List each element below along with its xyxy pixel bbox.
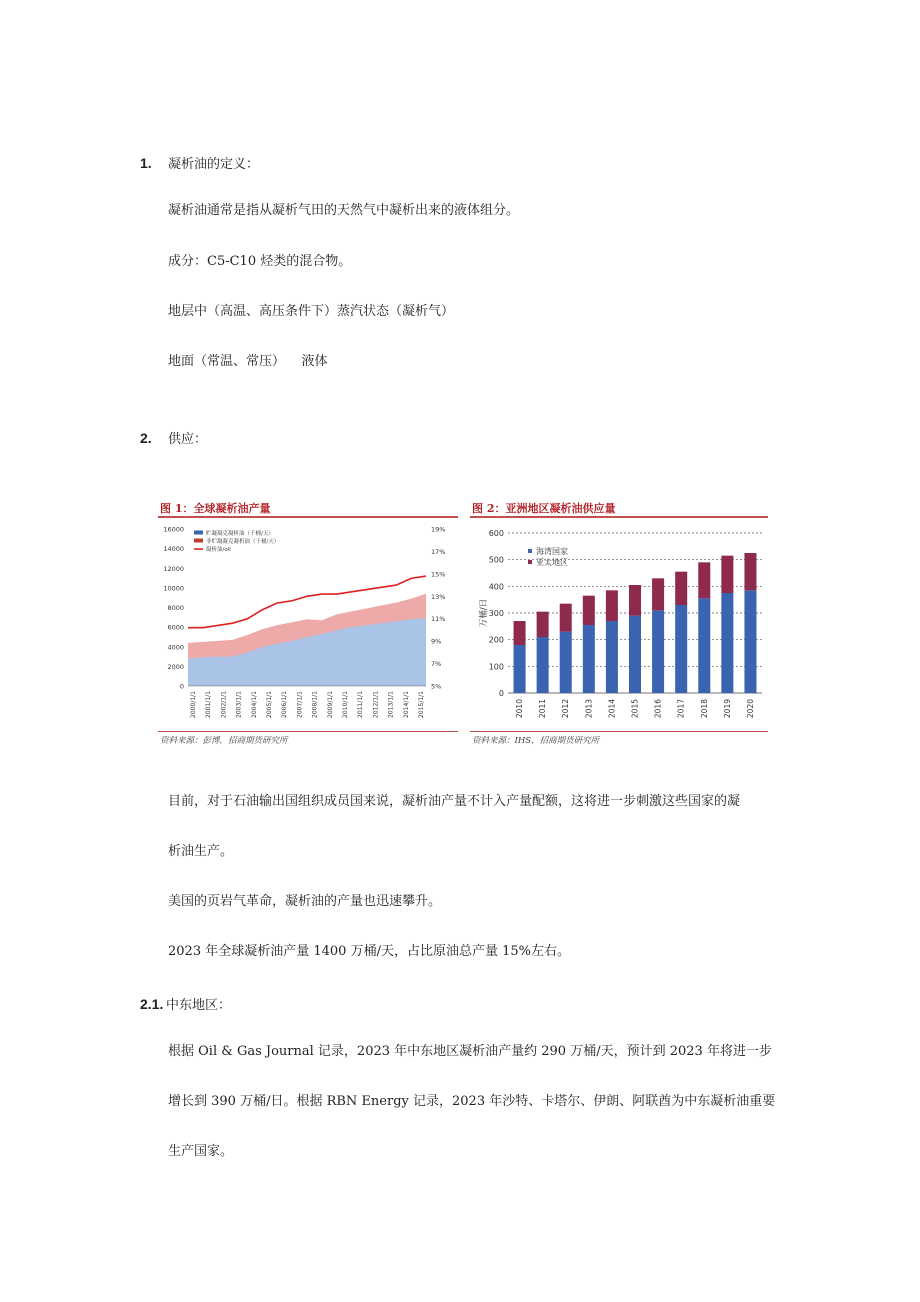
bar-asia-pacific bbox=[629, 585, 641, 616]
bar-gulf-states bbox=[698, 598, 710, 693]
left-y-tick-label: 2000 bbox=[167, 662, 184, 671]
bar-asia-pacific bbox=[652, 578, 664, 610]
opec-paragraph-line-2: 析油生产。 bbox=[168, 844, 234, 859]
bar-asia-pacific bbox=[560, 604, 572, 632]
shale-paragraph: 美国的页岩气革命，凝析油的产量也迅速攀升。 bbox=[168, 894, 442, 909]
figure-2-top-rule bbox=[470, 516, 768, 518]
bar-asia-pacific bbox=[675, 572, 687, 605]
x-tick-label: 2008/1/1 bbox=[311, 691, 319, 718]
figure-1-top-rule bbox=[158, 516, 458, 518]
figure-2-bottom-rule bbox=[470, 731, 768, 732]
figure-2-title: 图 2：亚洲地区凝析油供应量 bbox=[472, 502, 616, 515]
middle-east-paragraph-line-1: 根据 Oil & Gas Journal 记录，2023 年中东地区凝析油产量约 290 万桶/天，预计到 2023 年将进一步 bbox=[168, 1044, 772, 1059]
left-y-tick-label: 14000 bbox=[163, 545, 184, 554]
bar-asia-pacific bbox=[698, 562, 710, 598]
x-tick-label: 2003/1/1 bbox=[235, 691, 243, 718]
bar-gulf-states bbox=[583, 625, 595, 693]
x-tick-label: 2011 bbox=[538, 699, 548, 719]
right-y-tick-label: 11% bbox=[431, 615, 446, 624]
section-number: 1. bbox=[140, 155, 152, 171]
figure-2 bbox=[470, 494, 768, 750]
middle-east-paragraph-line-3: 生产国家。 bbox=[168, 1144, 234, 1159]
y-tick-label: 300 bbox=[488, 609, 504, 618]
underground-state-paragraph: 地层中（高温、高压条件下）蒸汽状态（凝析气） bbox=[168, 304, 455, 319]
bar-asia-pacific bbox=[537, 612, 549, 637]
x-tick-label: 2013 bbox=[584, 699, 594, 719]
y-tick-label: 0 bbox=[498, 689, 504, 698]
x-tick-label: 2009/1/1 bbox=[326, 691, 334, 718]
bar-gulf-states bbox=[537, 637, 549, 693]
x-tick-label: 2002/1/1 bbox=[220, 691, 228, 718]
right-y-tick-label: 19% bbox=[431, 525, 446, 534]
x-tick-label: 2017 bbox=[676, 699, 686, 719]
middle-east-paragraph-line-2: 增长到 390 万桶/日。根据 RBN Energy 记录，2023 年沙特、卡塔尔、伊朗、阿联酋为中东凝析油重要 bbox=[168, 1094, 776, 1109]
x-tick-label: 2007/1/1 bbox=[296, 691, 304, 718]
section-number: 2. bbox=[140, 430, 152, 446]
y-tick-label: 500 bbox=[488, 555, 504, 565]
bar-gulf-states bbox=[744, 590, 756, 693]
x-tick-label: 2005/1/1 bbox=[266, 691, 273, 718]
bar-asia-pacific bbox=[606, 590, 618, 621]
bar-gulf-states bbox=[606, 621, 618, 693]
legend-label: 非贮凝凝克凝析油（千桶/天） bbox=[206, 539, 280, 545]
bar-asia-pacific bbox=[583, 596, 595, 625]
definition-paragraph: 凝析油通常是指从凝析气田的天然气中凝析出来的液体组分。 bbox=[168, 203, 520, 218]
legend-swatch bbox=[528, 549, 532, 553]
section-heading-2-1 bbox=[140, 994, 231, 1013]
bar-gulf-states bbox=[675, 605, 687, 693]
global-output-paragraph: 2023 年全球凝析油产量 1400 万桶/天，占比原油总产量 15%左右。 bbox=[168, 944, 570, 959]
surface-state-paragraph: 地面（常温、常压） 液体 bbox=[168, 354, 328, 369]
right-y-tick-label: 5% bbox=[431, 682, 442, 691]
bar-asia-pacific bbox=[721, 556, 733, 593]
bar-gulf-states bbox=[652, 610, 664, 693]
legend-swatch bbox=[194, 531, 203, 535]
legend-label: 亚太地区 bbox=[536, 558, 568, 567]
left-y-tick-label: 8000 bbox=[167, 604, 184, 612]
left-y-tick-label: 6000 bbox=[167, 623, 184, 632]
section-title: 凝析油的定义： bbox=[168, 157, 260, 172]
x-tick-label: 2000/1/1 bbox=[190, 691, 197, 718]
figure-1 bbox=[158, 494, 458, 750]
left-y-tick-label: 0 bbox=[179, 682, 184, 691]
x-tick-label: 2010 bbox=[515, 699, 525, 719]
right-y-tick-label: 9% bbox=[431, 637, 442, 646]
figure-1-title: 图 1：全球凝析油产量 bbox=[160, 502, 271, 515]
section-number: 2.1. bbox=[140, 996, 164, 1012]
legend-swatch bbox=[194, 539, 203, 543]
bar-gulf-states bbox=[721, 593, 733, 693]
y-tick-label: 200 bbox=[488, 635, 504, 645]
global-condensate-chart bbox=[158, 521, 458, 731]
x-tick-label: 2020 bbox=[745, 699, 755, 719]
y-tick-label: 400 bbox=[488, 582, 504, 592]
x-tick-label: 2001/1/1 bbox=[205, 691, 213, 718]
figure-2-source: 资料来源：IHS，招商期货研究所 bbox=[472, 736, 600, 746]
y-tick-label: 600 bbox=[488, 529, 504, 538]
right-y-tick-label: 15% bbox=[431, 570, 446, 579]
bar-gulf-states bbox=[629, 616, 641, 693]
x-tick-label: 2012 bbox=[561, 699, 571, 719]
opec-paragraph-line-1: 目前，对于石油输出国组织成员国来说，凝析油产量不计入产量配额，这将进一步刺激这些国家的凝 bbox=[168, 794, 741, 809]
x-tick-label: 2015 bbox=[630, 699, 640, 719]
left-y-tick-label: 4000 bbox=[167, 643, 184, 652]
section-title: 供应： bbox=[168, 432, 208, 447]
section-heading-2 bbox=[140, 428, 207, 447]
x-tick-label: 2006/1/1 bbox=[281, 691, 289, 718]
x-tick-label: 2019 bbox=[722, 699, 732, 719]
legend-swatch bbox=[528, 560, 532, 564]
right-y-tick-label: 7% bbox=[431, 660, 442, 669]
bar-asia-pacific bbox=[514, 621, 526, 645]
left-y-tick-label: 16000 bbox=[163, 525, 184, 534]
y-tick-label: 100 bbox=[488, 662, 504, 672]
x-tick-label: 2004/1/1 bbox=[250, 691, 258, 718]
section-title: 中东地区： bbox=[166, 998, 232, 1013]
bar-gulf-states bbox=[514, 645, 526, 693]
x-tick-label: 2012/1/1 bbox=[372, 691, 380, 718]
figure-1-bottom-rule bbox=[158, 731, 458, 732]
x-tick-label: 2014/1/1 bbox=[402, 691, 410, 718]
right-y-tick-label: 17% bbox=[431, 547, 446, 556]
composition-paragraph: 成分：C5-C10 烃类的混合物。 bbox=[168, 254, 352, 269]
figure-1-source: 资料来源：彭博，招商期货研究所 bbox=[160, 736, 288, 746]
x-tick-label: 2013/1/1 bbox=[387, 691, 395, 718]
asia-condensate-chart bbox=[470, 521, 768, 731]
x-tick-label: 2018 bbox=[699, 699, 709, 719]
x-tick-label: 2016 bbox=[653, 699, 663, 719]
x-tick-label: 2014 bbox=[607, 699, 617, 719]
x-tick-label: 2015/1/1 bbox=[418, 691, 425, 718]
legend-label: 海湾国家 bbox=[536, 547, 568, 556]
right-y-tick-label: 13% bbox=[431, 592, 446, 601]
x-tick-label: 2011/1/1 bbox=[357, 691, 365, 718]
y-axis-label: 万桶/日 bbox=[479, 598, 489, 628]
bar-asia-pacific bbox=[744, 553, 756, 590]
left-y-tick-label: 12000 bbox=[163, 564, 184, 573]
legend-label: 凝析油/oil bbox=[206, 547, 231, 553]
legend-label: 贮凝凝克凝析油（千桶/天） bbox=[206, 531, 274, 537]
left-y-tick-label: 10000 bbox=[163, 584, 184, 593]
x-tick-label: 2010/1/1 bbox=[342, 691, 349, 718]
section-heading-1 bbox=[140, 153, 259, 172]
bar-gulf-states bbox=[560, 632, 572, 693]
